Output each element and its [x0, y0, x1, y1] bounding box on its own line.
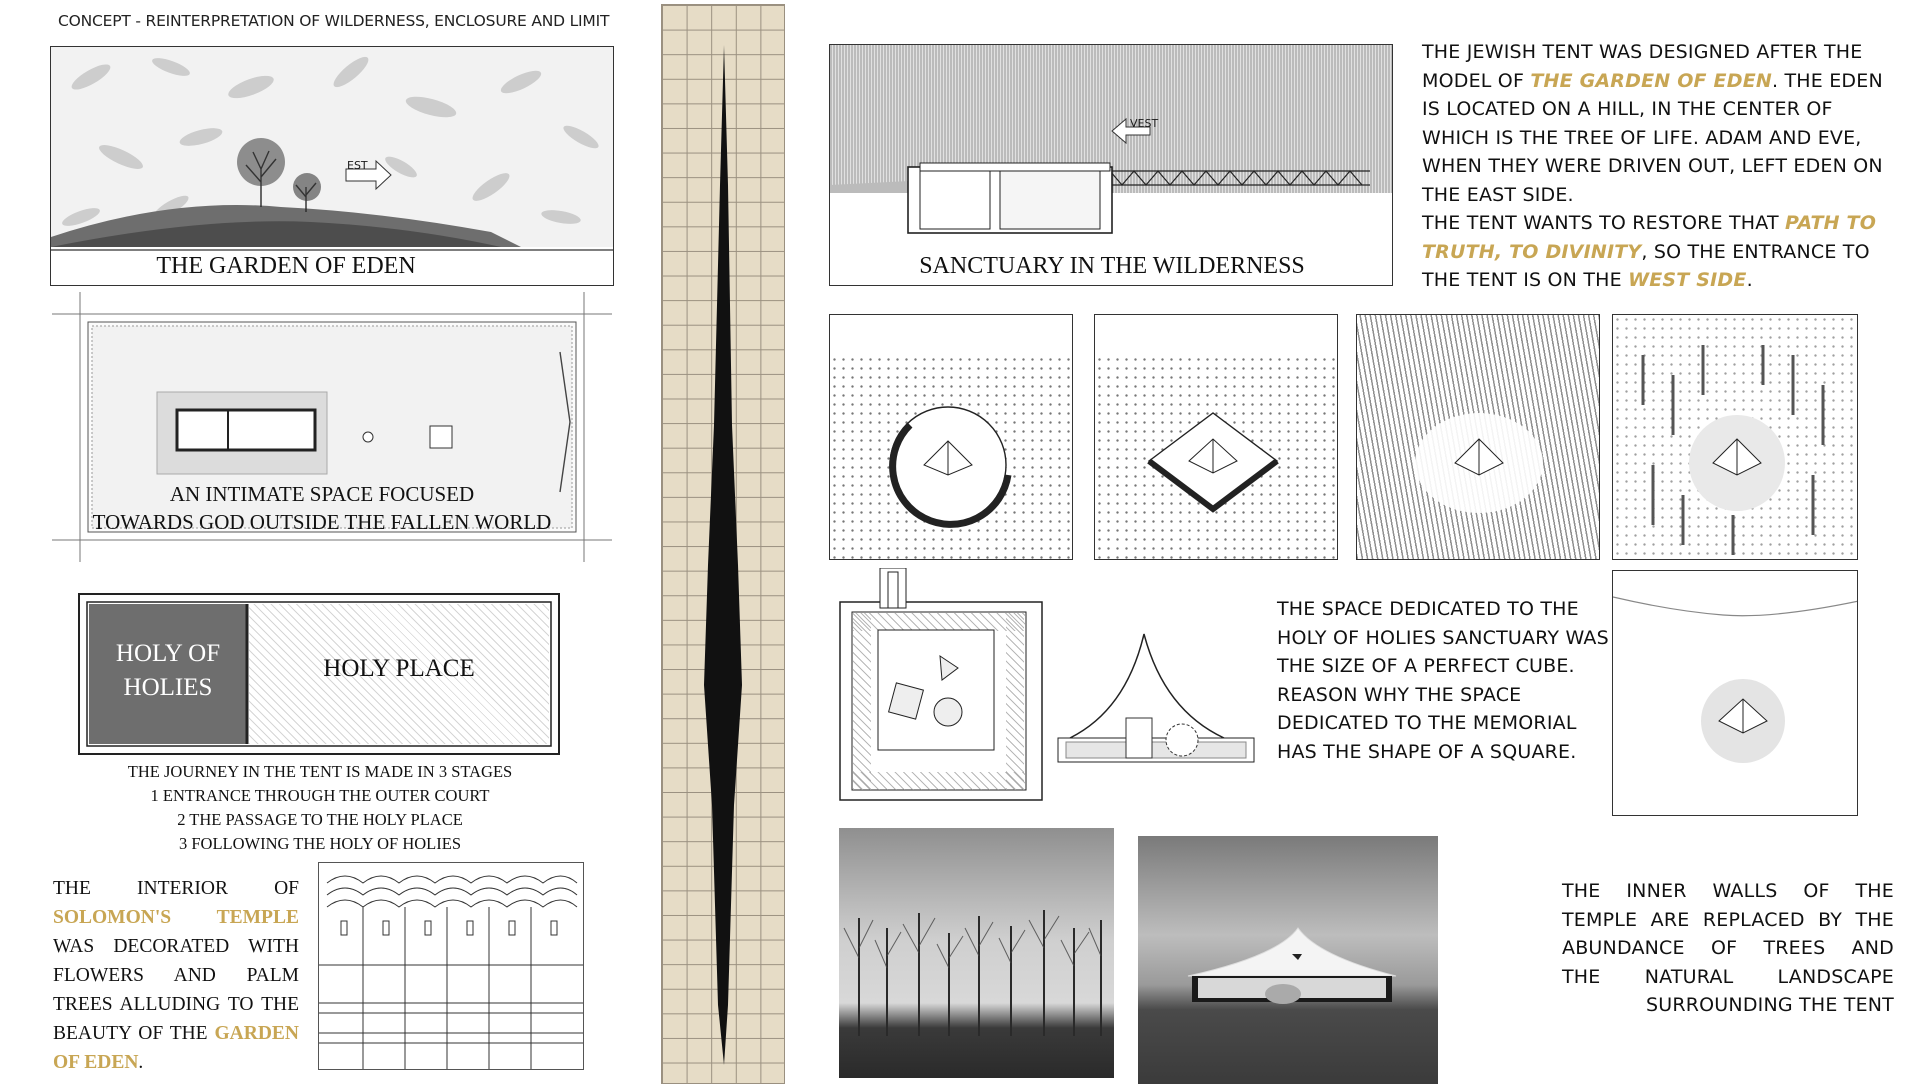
forest-render: [839, 828, 1114, 1078]
solomon-line-3: WAS DECORATED WITH: [53, 936, 299, 957]
solomon-line-6a: BEAUTY OF THE: [53, 1023, 215, 1044]
garden-caption: THE GARDEN OF EDEN: [156, 253, 416, 279]
stage-diagram-1: [829, 314, 1073, 560]
jewish-tent-p2-end: .: [1746, 269, 1753, 291]
jewish-tent-p1: THE JEWISH TENT WAS DESIGNED AFTER THE MODEL OF: [1422, 41, 1863, 92]
memorial-site-diagram: [1612, 570, 1858, 816]
cube-line-3: THE SIZE OF A PERFECT CUBE.: [1277, 655, 1575, 677]
solomon-line-7-end: .: [138, 1052, 144, 1073]
tent-section: [1056, 630, 1256, 770]
intimate-space-plan: [52, 292, 612, 562]
jewish-tent-p2-gold: PATH TO TRUTH, TO DIVINITY: [1422, 212, 1877, 263]
cube-plan: [836, 568, 1046, 804]
inner-walls-line-5: SURROUNDING THE TENT: [1645, 994, 1894, 1016]
journey-line-4: 3 FOLLOWING THE HOLY OF HOLIES: [178, 834, 462, 853]
stage-diagram-2: [1094, 314, 1338, 560]
inner-walls-line-3: ABUNDANCE OF TREES AND: [1562, 937, 1894, 959]
garden-of-eden-panel: [50, 46, 614, 286]
holy-of-holies-label-1: HOLY OF: [115, 640, 221, 667]
holy-place-label: HOLY PLACE: [323, 655, 475, 682]
cube-line-1: THE SPACE DEDICATED TO THE: [1277, 598, 1579, 620]
inner-walls-line-1: THE INNER WALLS OF THE: [1562, 880, 1894, 902]
solomon-line-4: FLOWERS AND PALM: [53, 965, 299, 986]
jewish-tent-text: [1422, 38, 1904, 295]
jewish-tent-p1-rest: . THE EDEN IS LOCATED ON A HILL, IN THE CENTER OF WHICH IS THE TREE OF LIFE. ADAM AND EVE, WHEN THEY WERE DRIVEN OUT, LEFT EDEN ON THE EAST SIDE.: [1422, 69, 1883, 206]
intimate-caption-line2: TOWARDS GOD OUTSIDE THE FALLEN WORLD: [92, 510, 552, 534]
concept-title: CONCEPT - REINTERPRETATION OF WILDERNESS, ENCLOSURE AND LIMIT: [58, 12, 610, 30]
solomon-text: [53, 874, 299, 1077]
cube-line-6: HAS THE SHAPE OF A SQUARE.: [1277, 740, 1577, 763]
inner-walls-line-2: TEMPLE ARE REPLACED BY THE: [1562, 908, 1894, 931]
solomon-line-7-gold: OF EDEN: [53, 1052, 139, 1073]
tent-render: [1138, 836, 1438, 1084]
west-arrow-label: VEST: [1130, 117, 1159, 130]
jewish-tent-p2: THE TENT WANTS TO RESTORE THAT: [1422, 212, 1786, 234]
east-arrow-label: EST: [347, 159, 368, 172]
palm-wall-elevation: [318, 862, 584, 1070]
jewish-tent-p2-mid: , SO THE ENTRANCE TO THE TENT IS ON THE: [1422, 240, 1870, 291]
journey-line-1: THE JOURNEY IN THE TENT IS MADE IN 3 STAGES: [127, 762, 513, 781]
stage-diagram-3: [1356, 314, 1600, 560]
garden-illustration: [51, 47, 614, 286]
journey-line-3: 2 THE PASSAGE TO THE HOLY PLACE: [177, 810, 463, 829]
cube-line-4: REASON WHY THE SPACE: [1277, 683, 1522, 706]
jewish-tent-p2-gold2: WEST SIDE: [1628, 269, 1747, 291]
journey-text: [60, 760, 580, 856]
graph-paper-strip: [661, 4, 785, 1084]
solomon-line-7: [53, 1048, 299, 1077]
solomon-line-2: SOLOMON'S TEMPLE: [53, 907, 299, 928]
holy-of-holies-label-2: HOLIES: [123, 674, 213, 701]
inner-walls-line-4: THE NATURAL LANDSCAPE: [1562, 965, 1894, 988]
holy-plan: [75, 590, 563, 758]
sanctuary-panel: [829, 44, 1393, 286]
sanctuary-caption: SANCTUARY IN THE WILDERNESS: [919, 253, 1305, 279]
solomon-line-6-gold: GARDEN: [214, 1023, 299, 1044]
solomon-line-5: TREES ALLUDING TO THE: [53, 994, 299, 1015]
solomon-line-1: THE INTERIOR OF: [53, 878, 299, 899]
inner-walls-text: [1562, 877, 1894, 1020]
jewish-tent-p1-gold: THE GARDEN OF EDEN: [1530, 69, 1772, 92]
cube-line-5: DEDICATED TO THE MEMORIAL: [1277, 712, 1577, 734]
journey-line-2: 1 ENTRANCE THROUGH THE OUTER COURT: [150, 786, 490, 805]
cube-text: [1277, 595, 1637, 766]
intimate-caption-line1: AN INTIMATE SPACE FOCUSED: [169, 482, 475, 506]
fissure-crack: [662, 5, 786, 1085]
solomon-line-6: [53, 1019, 299, 1048]
cube-line-2: HOLY OF HOLIES SANCTUARY WAS: [1277, 626, 1609, 649]
stage-diagram-4: [1612, 314, 1858, 560]
